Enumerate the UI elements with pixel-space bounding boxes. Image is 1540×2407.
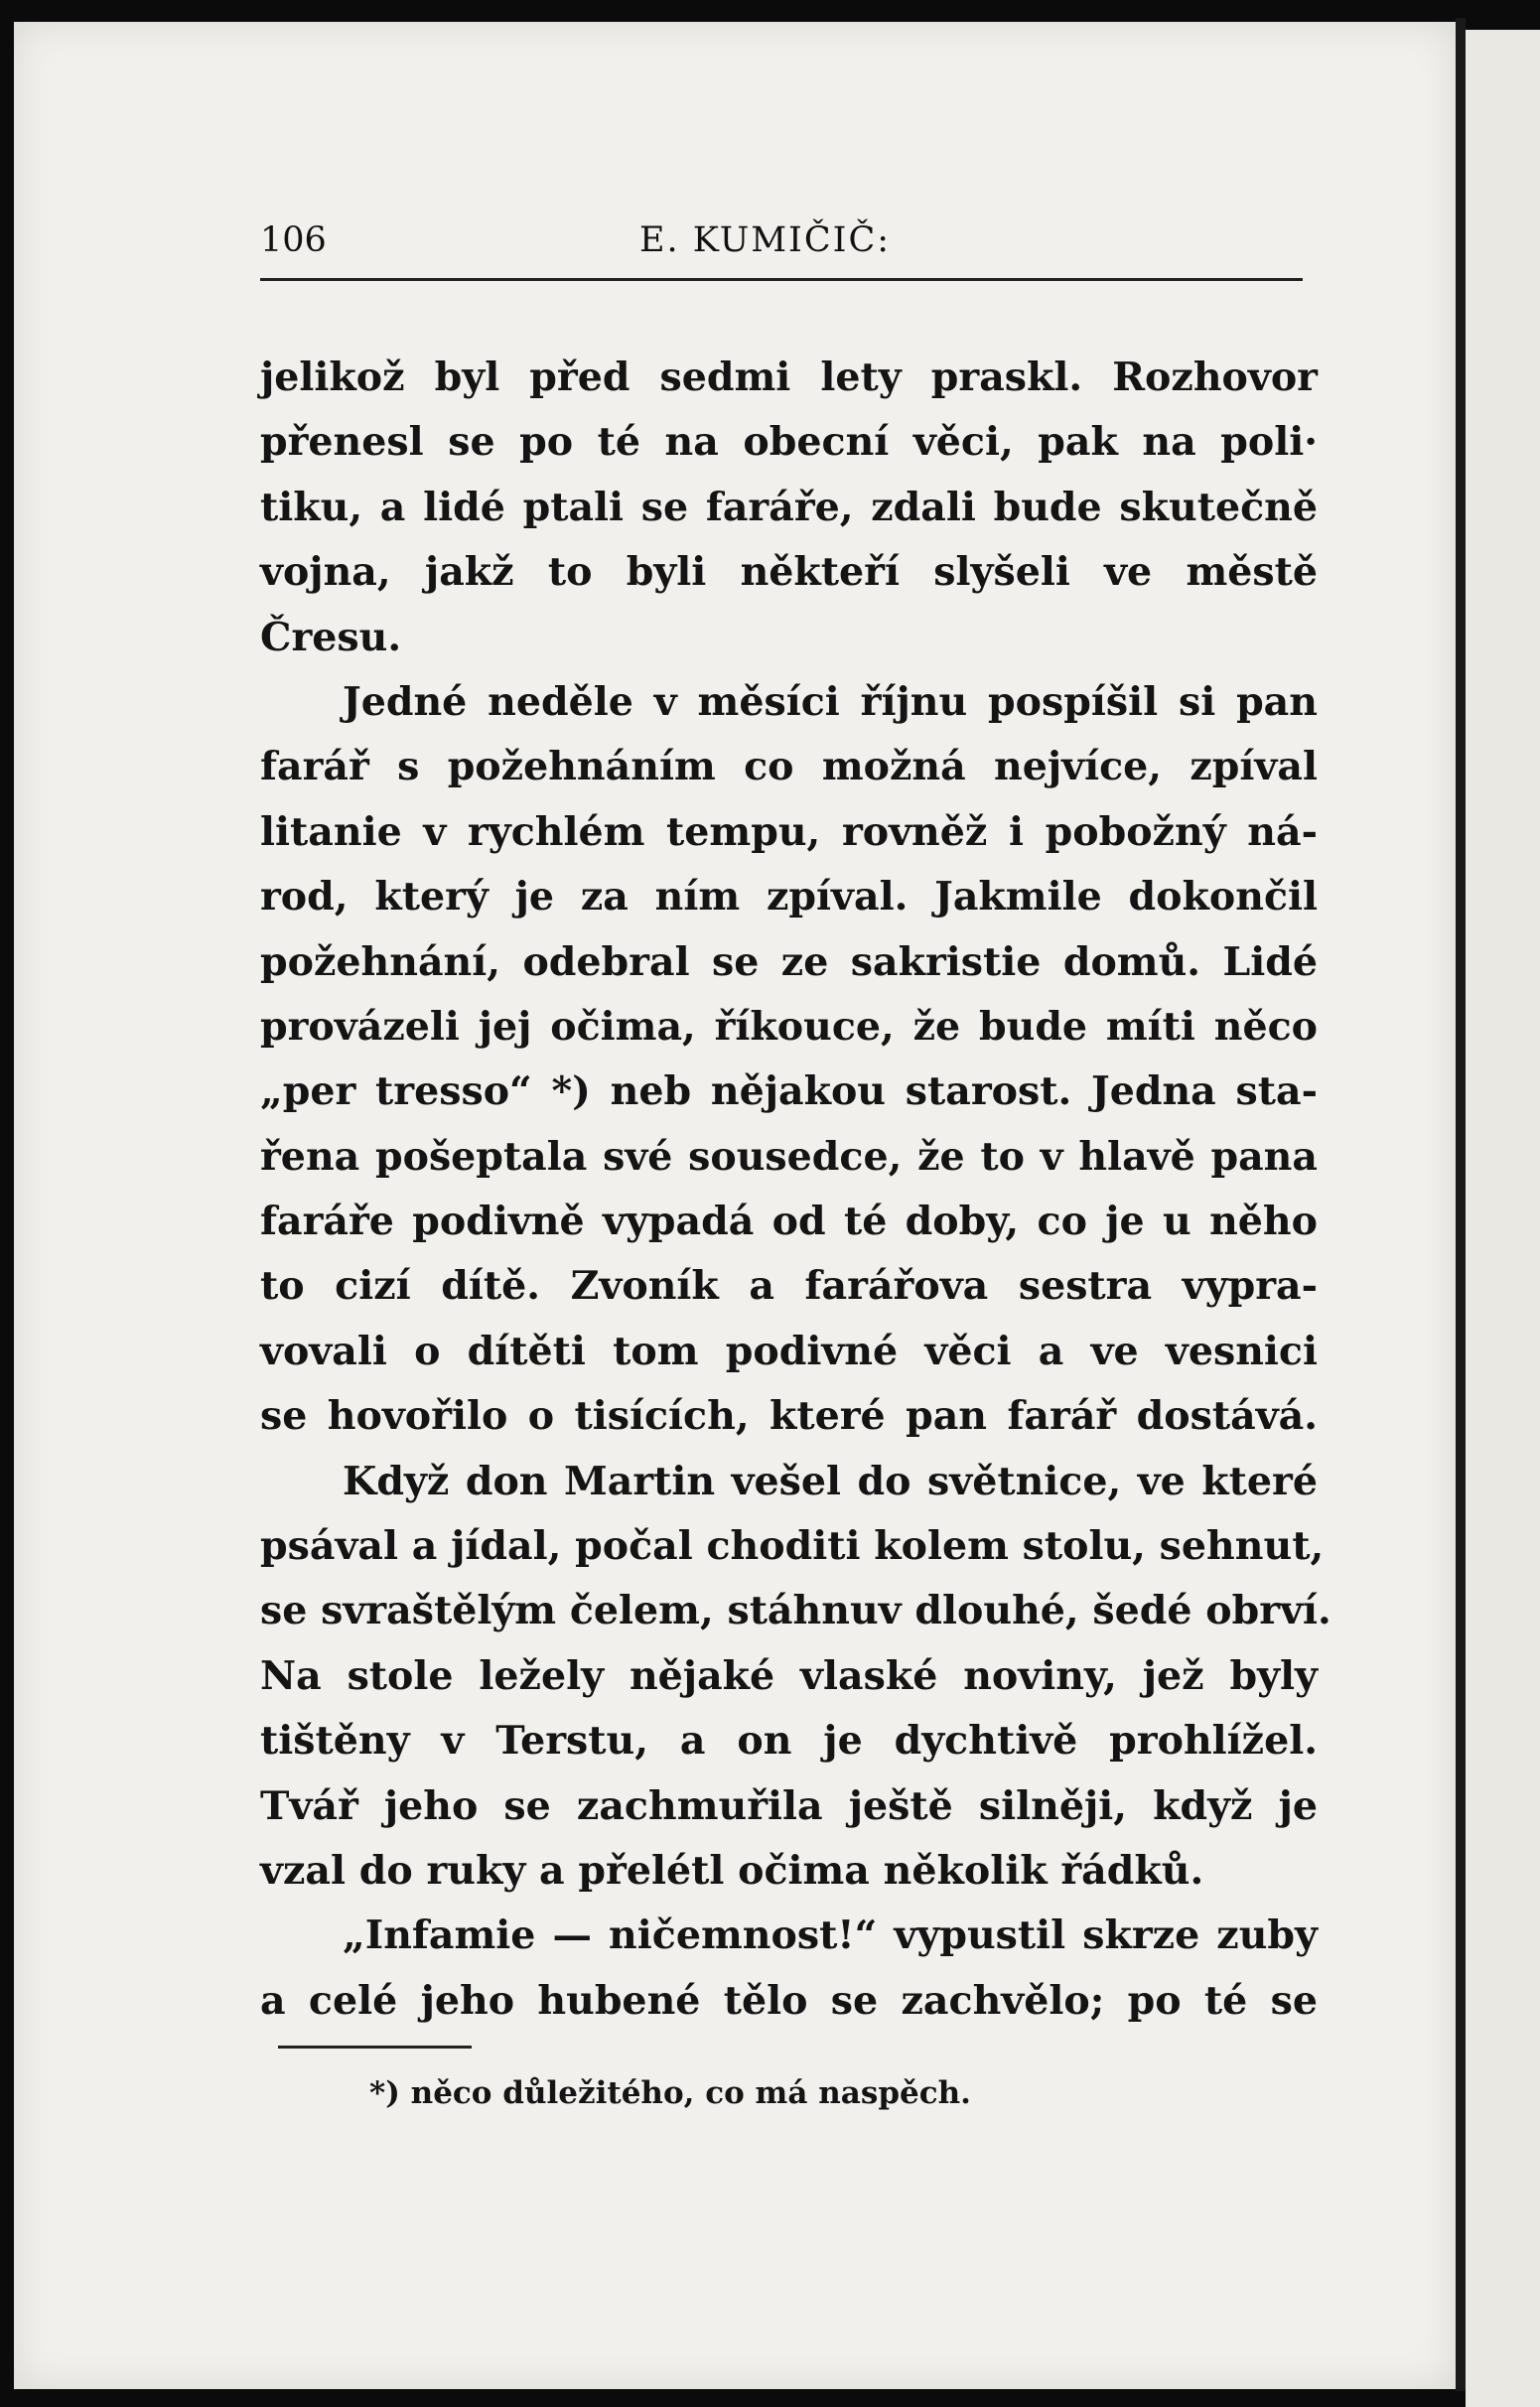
footnote-rule — [278, 2046, 472, 2049]
text-line: se svraštělým čelem, stáhnuv dlouhé, šedé obrví. — [260, 1588, 1331, 1634]
text-line: požehnání, odebral se ze sakristie domů. Lidé — [260, 938, 1318, 985]
text-line: jelikož byl před sedmi lety praskl. Rozhovor — [260, 354, 1318, 400]
text-line: faráře podivně vypadá od té doby, co je u něho — [260, 1199, 1318, 1245]
text-line-indented: „Infamie — ničemnost!“ vypustil skrze zuby — [343, 1912, 1318, 1959]
text-line: řena pošeptala své sousedce, že to v hlavě pana — [260, 1133, 1318, 1180]
text-line: Na stole ležely nějaké vlaské noviny, jež byly — [260, 1652, 1318, 1699]
text-line: vojna, jakž to byli někteří slyšeli ve městě — [260, 549, 1318, 596]
text-line: farář s požehnáním co možná nejvíce, zpíval — [260, 744, 1318, 790]
footnote: *) něco důležitého, co má naspěch. — [369, 2075, 971, 2111]
page-header — [260, 216, 1303, 276]
page-gutter-shadow — [1456, 18, 1466, 2391]
text-line: vzal do ruky a přelétl očima několik řádků. — [260, 1847, 1204, 1894]
text-line: se hovořilo o tisících, které pan farář dostává. — [260, 1393, 1318, 1440]
running-head: E. KUMIČIČ: — [639, 220, 892, 260]
text-line: vovali o dítěti tom podivné věci a ve vesnici — [260, 1328, 1318, 1374]
adjacent-page-edge — [1466, 30, 1540, 2407]
text-line: tiku, a lidé ptali se faráře, zdali bude skutečně — [260, 484, 1318, 530]
text-line: Tvář jeho se zachmuřila ještě silněji, když je — [260, 1782, 1318, 1829]
page-number: 106 — [260, 220, 327, 260]
text-line: rod, který je za ním zpíval. Jakmile dokončil — [260, 874, 1318, 920]
text-line: to cizí dítě. Zvoník a farářova sestra vypra- — [260, 1263, 1318, 1310]
text-line-indented: Když don Martin vešel do světnice, ve které — [343, 1458, 1318, 1504]
text-line: a celé jeho hubené tělo se zachvělo; po té se — [260, 1977, 1318, 2024]
text-line: přenesl se po té na obecní věci, pak na poli· — [260, 419, 1318, 466]
body-text — [260, 346, 1331, 2034]
text-line-indented: Jedné neděle v měsíci říjnu pospíšil si pan — [343, 678, 1318, 725]
text-line: „per tresso“ *) neb nějakou starost. Jedna sta- — [260, 1068, 1318, 1115]
text-line: provázeli jej očima, říkouce, že bude míti něco — [260, 1003, 1318, 1050]
text-line: litanie v rychlém tempu, rovněž i pobožný ná- — [260, 808, 1318, 855]
text-line: psával a jídal, počal choditi kolem stolu, sehnut, — [260, 1523, 1325, 1570]
header-rule — [260, 278, 1303, 281]
text-line: tištěny v Terstu, a on je dychtivě prohlížel. — [260, 1718, 1318, 1765]
text-line: Čresu. — [260, 614, 402, 660]
